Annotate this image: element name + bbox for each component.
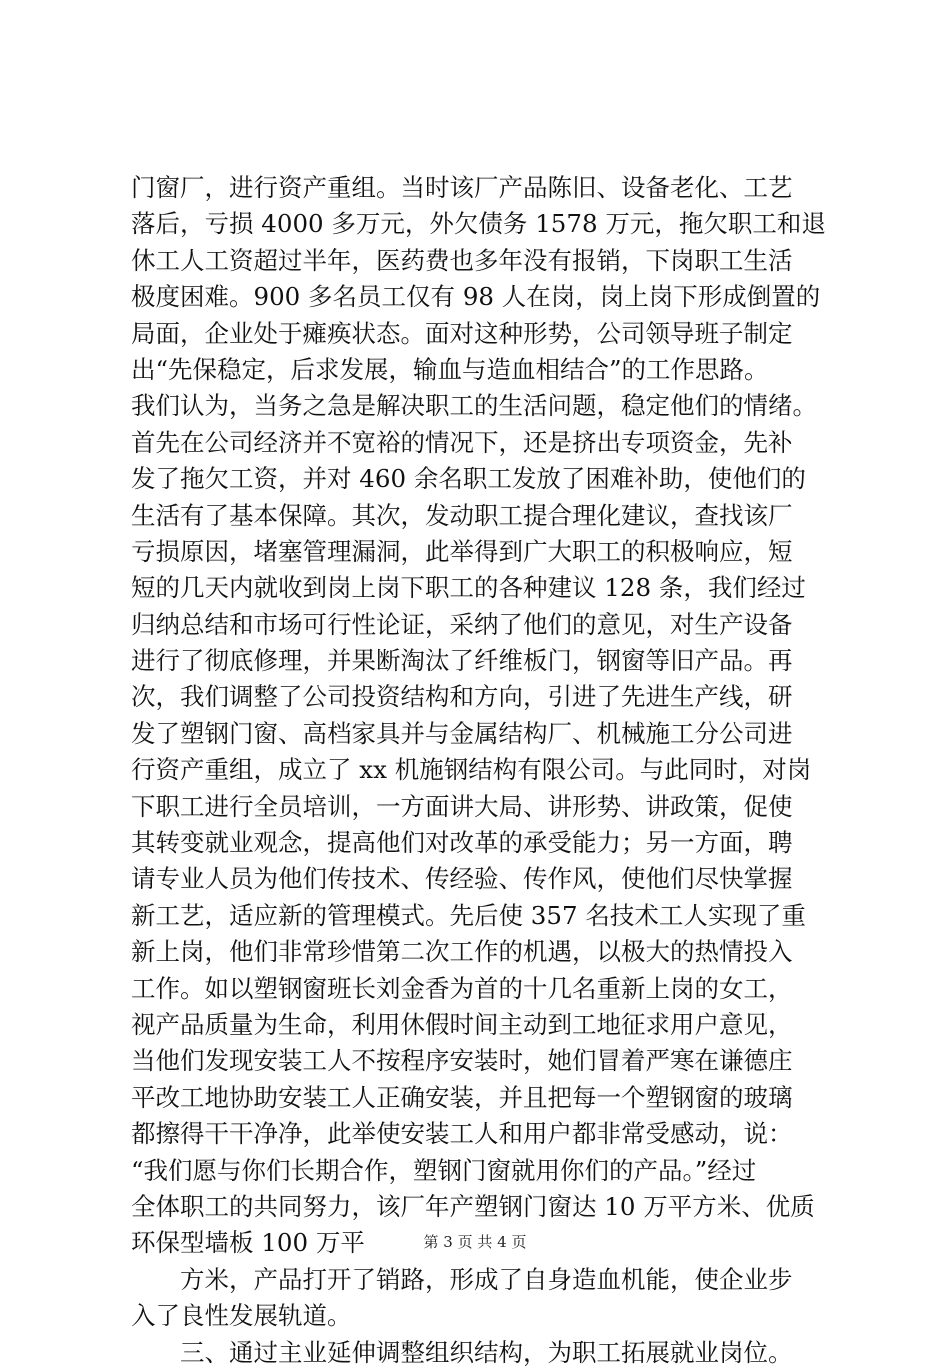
text-line: 全体职工的共同努力，该厂年产塑钢门窗达 10 万平方米、优质 xyxy=(131,1191,815,1221)
text-line: 落后，亏损 4000 多万元，外欠债务 1578 万元，拖欠职工和退 xyxy=(131,209,826,239)
text-line: 极度困难。900 多名员工仅有 98 人在岗，岗上岗下形成倒置的 xyxy=(131,282,821,312)
text-line: 新上岗，他们非常珍惜第二次工作的机遇，以极大的热情投入 xyxy=(131,937,793,967)
text-line: 平改工地协助安装工人正确安装，并且把每一个塑钢窗的玻璃 xyxy=(131,1082,793,1112)
text-line: 发了拖欠工资，并对 460 余名职工发放了困难补助，使他们的 xyxy=(131,464,806,494)
text-line: 都擦得干干净净，此举使安装工人和用户都非常受感动，说： xyxy=(131,1119,793,1149)
text-line: 归纳总结和市场可行性论证，采纳了他们的意见，对生产设备 xyxy=(131,609,793,639)
text-line: 亏损原因，堵塞管理漏洞，此举得到广大职工的积极响应，短 xyxy=(131,536,793,566)
text-line: 局面，企业处于瘫痪状态。面对这种形势，公司领导班子制定 xyxy=(131,318,793,348)
text-line: 入了良性发展轨道。 xyxy=(131,1301,352,1331)
page-number: 第 3 页 共 4 页 xyxy=(423,1233,527,1251)
text-line: 生活有了基本保障。其次，发动职工提合理化建议，查找该厂 xyxy=(131,500,793,530)
text-line: 方米，产品打开了销路，形成了自身造血机能，使企业步 xyxy=(180,1264,793,1294)
text-line: 其转变就业观念，提高他们对改革的承受能力；另一方面，聘 xyxy=(131,828,793,858)
text-line: 发了塑钢门窗、高档家具并与金属结构厂、机械施工分公司进 xyxy=(131,718,793,748)
text-line: 新工艺，适应新的管理模式。先后使 357 名技术工人实现了重 xyxy=(131,900,806,930)
text-line: 下职工进行全员培训，一方面讲大局、讲形势、讲政策，促使 xyxy=(131,791,793,821)
body-text xyxy=(131,170,851,1371)
text-line: 首先在公司经济并不宽裕的情况下，还是挤出专项资金，先补 xyxy=(131,427,793,457)
text-line: 工作。如以塑钢窗班长刘金香为首的十几名重新上岗的女工， xyxy=(131,973,793,1003)
text-line: 行资产重组，成立了 xx 机施钢结构有限公司。与此同时，对岗 xyxy=(131,755,812,785)
text-line: 请专业人员为他们传技术、传经验、传作风，使他们尽快掌握 xyxy=(131,864,793,894)
text-line: 次，我们调整了公司投资结构和方向，引进了先进生产线，研 xyxy=(131,682,793,712)
text-line: 进行了彻底修理，并果断淘汰了纤维板门，钢窗等旧产品。再 xyxy=(131,646,793,676)
text-line: 短的几天内就收到岗上岗下职工的各种建议 128 条，我们经过 xyxy=(131,573,806,603)
text-line: 当他们发现安装工人不按程序安装时，她们冒着严寒在谦德庄 xyxy=(131,1046,793,1076)
text-line: “我们愿与你们长期合作，塑钢门窗就用你们的产品。”经过 xyxy=(131,1155,757,1185)
text-line: 我们认为，当务之急是解决职工的生活问题，稳定他们的情绪。 xyxy=(131,391,817,421)
text-line: 休工人工资超过半年，医药费也多年没有报销，下岗职工生活 xyxy=(131,245,793,275)
section-heading: 三、通过主业延伸调整组织结构，为职工拓展就业岗位。 xyxy=(180,1337,793,1367)
text-line: 出“先保稳定，后求发展，输血与造血相结合”的工作思路。 xyxy=(131,354,769,384)
text-line: 门窗厂，进行资产重组。当时该厂产品陈旧、设备老化、工艺 xyxy=(131,173,793,202)
text-line: 视产品质量为生命，利用休假时间主动到工地征求用户意见， xyxy=(131,1009,793,1039)
text-line: 环保型墙板 100 万平 xyxy=(131,1228,365,1258)
